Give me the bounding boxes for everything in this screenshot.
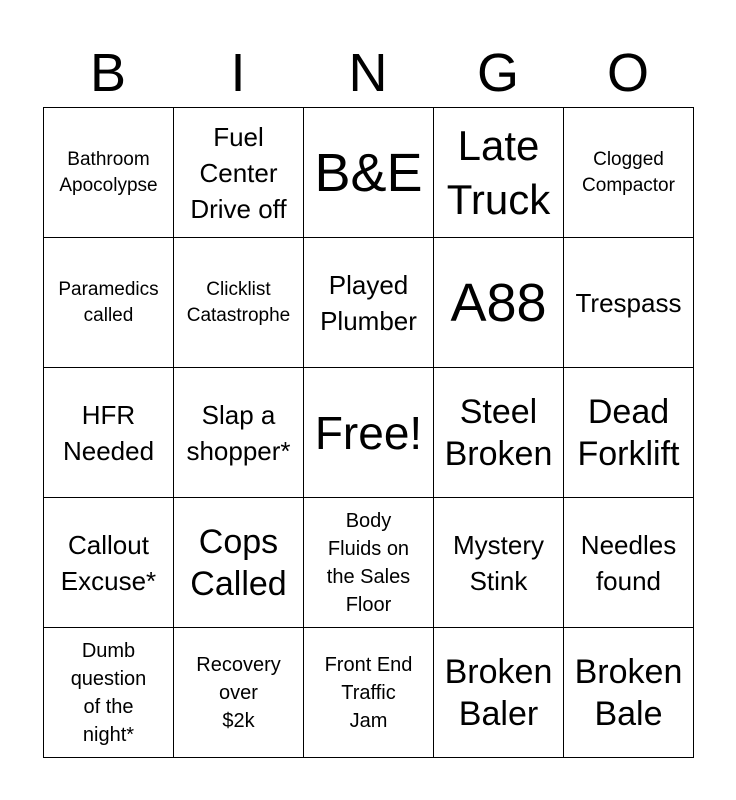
bingo-cell[interactable] <box>564 238 694 368</box>
bingo-cell[interactable] <box>174 498 304 628</box>
cell-text: B&E <box>314 142 423 203</box>
bingo-cell[interactable] <box>44 628 174 758</box>
bingo-cell[interactable] <box>44 238 174 368</box>
bingo-cell[interactable] <box>174 368 304 498</box>
bingo-cell[interactable] <box>564 628 694 758</box>
cell-text: Clogged Compactor <box>582 148 675 196</box>
cell-text: HFR Needed <box>62 399 155 466</box>
bingo-cell[interactable] <box>44 498 174 628</box>
bingo-cell[interactable] <box>174 238 304 368</box>
free-space-cell[interactable] <box>304 368 434 498</box>
cell-text: Fuel Center Drive off <box>190 121 287 224</box>
bingo-cell[interactable] <box>304 238 434 368</box>
bingo-cell[interactable] <box>174 628 304 758</box>
cell-text: Steel Broken <box>444 392 553 473</box>
cell-text: Bathroom Apocolypse <box>59 148 158 196</box>
header-letter-i: I <box>230 43 246 103</box>
header-letter-g: G <box>476 43 519 103</box>
bingo-cell[interactable] <box>174 108 304 238</box>
cell-text: Played Plumber <box>320 269 417 336</box>
cell-text: Trespass <box>575 287 682 318</box>
cell-text: Recovery over $2k <box>196 653 281 732</box>
cell-text: Broken Baler <box>444 652 553 733</box>
bingo-cell[interactable] <box>304 108 434 238</box>
cell-text: Slap a shopper* <box>186 399 291 466</box>
bingo-cell[interactable] <box>44 108 174 238</box>
cell-text: Body Fluids on the Sales Floor <box>326 509 411 616</box>
bingo-cell[interactable] <box>434 368 564 498</box>
bingo-cell[interactable] <box>564 498 694 628</box>
cell-text: Front End Traffic Jam <box>324 653 413 732</box>
cell-text: Cops Called <box>190 522 287 603</box>
bingo-cell[interactable] <box>434 108 564 238</box>
bingo-cell[interactable] <box>304 498 434 628</box>
bingo-grid <box>43 107 694 758</box>
header-letter-n: N <box>348 43 388 103</box>
cell-text: Clicklist Catastrophe <box>186 278 291 326</box>
bingo-cell[interactable] <box>434 628 564 758</box>
cell-text: Needles found <box>580 529 677 596</box>
free-space-text: Free! <box>314 406 423 459</box>
cell-text: Late Truck <box>446 121 551 223</box>
bingo-cell[interactable] <box>434 238 564 368</box>
cell-text: Broken Bale <box>574 652 683 733</box>
cell-text: Callout Excuse* <box>60 529 157 596</box>
cell-text: Dead Forklift <box>577 392 680 473</box>
cell-text: Paramedics called <box>58 278 159 326</box>
cell-text: A88 <box>450 272 547 333</box>
bingo-header <box>43 40 693 106</box>
bingo-cell[interactable] <box>564 108 694 238</box>
bingo-cell[interactable] <box>304 628 434 758</box>
bingo-cell[interactable] <box>434 498 564 628</box>
header-letter-b: B <box>89 43 127 103</box>
cell-text: Dumb question of the night* <box>70 639 147 746</box>
header-letter-o: O <box>606 43 649 103</box>
bingo-cell[interactable] <box>44 368 174 498</box>
bingo-cell[interactable] <box>564 368 694 498</box>
cell-text: Mystery Stink <box>453 529 544 596</box>
